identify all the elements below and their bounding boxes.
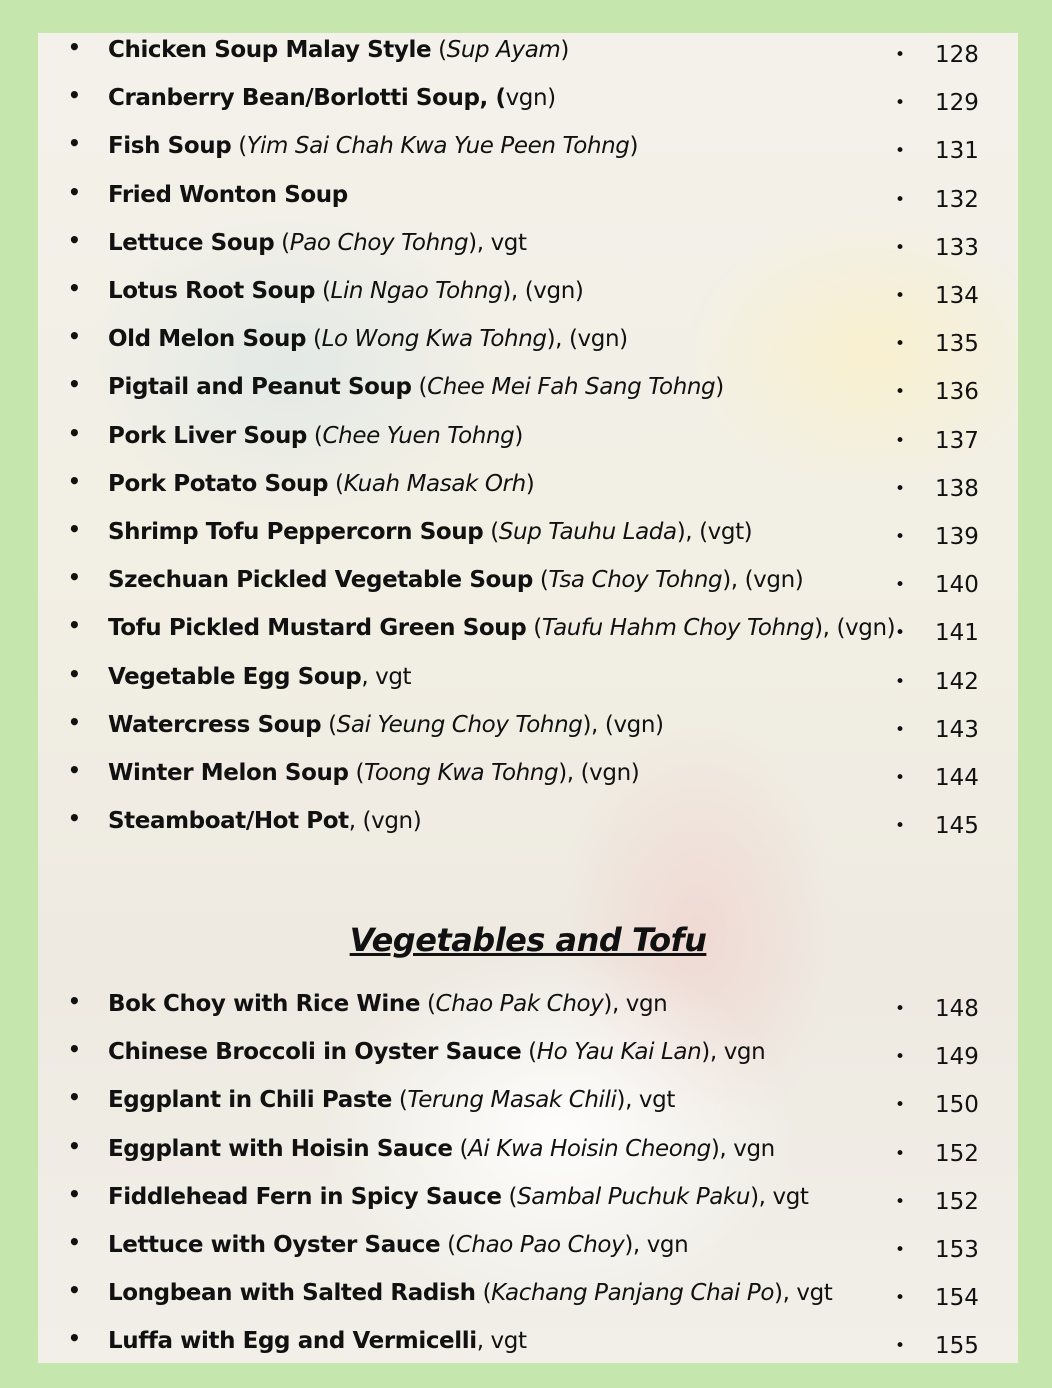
bullet-icon: • — [68, 517, 81, 541]
dish-separator: ( — [475, 1280, 492, 1307]
menu-item — [38, 35, 1018, 75]
item-number: 154 — [935, 1285, 979, 1312]
menu-item-text — [108, 808, 421, 834]
dish-name: Lettuce Soup — [108, 229, 275, 256]
dish-tag: ), vgt — [750, 1183, 809, 1210]
dish-local-name: Ai Kwa Hoisin Cheong — [468, 1135, 711, 1162]
dish-name: Vegetable Egg Soup — [108, 663, 362, 690]
bullet-icon: • — [895, 189, 906, 210]
dish-name: Luffa with Egg and Vermicelli — [108, 1328, 477, 1355]
menu-item-text — [108, 1232, 688, 1258]
item-number: 142 — [935, 668, 979, 695]
item-number: 141 — [935, 620, 979, 647]
dish-separator: ( — [521, 1039, 537, 1066]
dish-local-name: Lin Ngao Tohng — [330, 278, 503, 304]
dish-separator: ( — [431, 37, 447, 63]
dish-separator: ( — [328, 470, 344, 497]
bullet-icon: • — [68, 1085, 81, 1110]
bullet-icon: • — [895, 93, 906, 114]
dish-tag: , (vgn) — [348, 808, 422, 835]
menu-item-text — [108, 423, 523, 449]
bullet-icon: • — [68, 613, 81, 638]
dish-local-name: Chee Mei Fah Sang Tohng — [427, 374, 716, 401]
bullet-icon: • — [68, 1230, 81, 1254]
bullet-icon: • — [895, 1240, 906, 1260]
menu-item — [38, 131, 1018, 171]
dish-separator: ( — [526, 615, 542, 642]
dish-name: Chinese Broccoli in Oyster Sauce — [108, 1039, 522, 1066]
menu-item — [38, 806, 1018, 846]
dish-separator: ( — [306, 326, 322, 353]
bullet-icon: • — [895, 719, 906, 740]
item-number: 131 — [935, 138, 979, 165]
menu-item — [38, 324, 1018, 364]
menu-item-text — [108, 567, 803, 593]
bullet-icon: • — [68, 806, 81, 831]
dish-name: Winter Melon Soup — [108, 760, 349, 786]
menu-item-text — [108, 1280, 832, 1306]
menu-item-text — [108, 712, 664, 738]
bullet-icon: • — [895, 1095, 906, 1116]
bullet-icon: • — [895, 237, 906, 258]
bullet-icon: • — [895, 286, 906, 306]
dish-name: Pork Potato Soup — [108, 470, 329, 497]
section-heading: Vegetables and Tofu — [349, 921, 707, 959]
dish-tag: ), (vgn) — [814, 615, 896, 642]
dish-name: Old Melon Soup — [108, 326, 307, 353]
dish-separator: ( — [391, 1087, 408, 1114]
bullet-icon: • — [895, 768, 906, 788]
menu-item-text — [108, 471, 534, 497]
menu-item-text — [108, 1184, 809, 1210]
menu-item — [38, 180, 1018, 220]
item-number: 138 — [935, 475, 979, 502]
dish-local-name: Lo Wong Kwa Tohng — [321, 326, 547, 353]
dish-local-name: Yim Sai Chah Kwa Yue Peen Tohng — [246, 133, 630, 160]
menu-item-text — [108, 991, 667, 1017]
dish-name: Fish Soup — [108, 133, 232, 160]
dish-separator: ( — [501, 1183, 518, 1210]
menu-item — [38, 469, 1018, 509]
dish-name: Lotus Root Soup — [108, 278, 316, 304]
bullet-icon: • — [895, 45, 906, 65]
menu-item-text — [108, 133, 638, 159]
dish-tag: ) — [514, 422, 523, 449]
bullet-icon: • — [895, 1191, 906, 1212]
item-number: 152 — [935, 1188, 979, 1215]
item-number: 137 — [935, 427, 979, 454]
dish-tag: vgn) — [505, 85, 556, 112]
dish-name: Eggplant in Chili Paste — [108, 1087, 392, 1114]
item-number: 135 — [935, 331, 979, 358]
dish-name: Lettuce with Oyster Sauce — [108, 1232, 441, 1258]
item-number: 150 — [935, 1092, 979, 1119]
dish-separator: ( — [348, 760, 365, 786]
bullet-icon: • — [68, 179, 81, 204]
dish-separator: ( — [532, 567, 549, 594]
menu-item — [38, 758, 1018, 798]
bullet-icon: • — [895, 334, 906, 355]
dish-name: Pork Liver Soup — [108, 422, 307, 449]
bullet-icon: • — [68, 1181, 81, 1206]
dish-name: Longbean with Salted Radish — [108, 1280, 476, 1307]
menu-item-text — [108, 1328, 527, 1354]
dish-local-name: Sai Yeung Choy Tohng — [336, 711, 583, 738]
dish-tag: ), (vgn) — [502, 278, 584, 304]
menu-item — [38, 276, 1018, 316]
bullet-icon: • — [895, 527, 906, 547]
dish-separator: ( — [440, 1232, 456, 1258]
bullet-icon: • — [68, 661, 81, 686]
menu-item — [38, 517, 1018, 557]
menu-item — [38, 662, 1018, 702]
dish-separator: ( — [274, 229, 290, 256]
menu-item-text — [108, 760, 639, 786]
item-number: 129 — [935, 90, 979, 117]
dish-separator: ( — [452, 1135, 469, 1162]
item-number: 136 — [935, 379, 979, 406]
dish-name: Fried Wonton Soup — [108, 181, 348, 208]
dish-local-name: Chee Yuen Tohng — [322, 422, 515, 449]
menu-item — [38, 1278, 1018, 1318]
dish-tag: ), vgt — [616, 1087, 675, 1114]
item-number: 128 — [935, 42, 979, 68]
item-number: 144 — [935, 765, 979, 791]
item-number: 153 — [935, 1237, 979, 1263]
dish-separator: ( — [307, 422, 323, 449]
dish-tag: ), vgt — [774, 1280, 833, 1307]
item-number: 149 — [935, 1044, 979, 1071]
dish-local-name: Chao Pao Choy — [455, 1232, 625, 1258]
menu-item-text — [108, 519, 752, 545]
dish-tag: ), (vgt) — [676, 519, 753, 545]
dish-name: Szechuan Pickled Vegetable Soup — [108, 567, 533, 594]
menu-item — [38, 710, 1018, 750]
bullet-icon: • — [895, 623, 906, 644]
menu-item — [38, 613, 1018, 653]
bullet-icon: • — [895, 430, 906, 451]
dish-local-name: Sup Tauhu Lada — [498, 519, 677, 545]
dish-name: Fiddlehead Fern in Spicy Sauce — [108, 1183, 502, 1210]
item-number: 152 — [935, 1140, 979, 1167]
dish-name: Chicken Soup Malay Style — [108, 37, 432, 63]
item-number: 132 — [935, 186, 979, 213]
bullet-icon: • — [68, 35, 81, 59]
bullet-icon: • — [68, 758, 81, 782]
dish-tag: ) — [560, 37, 569, 63]
menu-item — [38, 565, 1018, 605]
bullet-icon: • — [895, 816, 906, 837]
item-number: 134 — [935, 283, 979, 309]
dish-tag: ), vgt — [468, 229, 527, 256]
menu-page — [38, 33, 1018, 1363]
dish-separator: ( — [315, 278, 331, 304]
dish-tag: ), (vgn) — [558, 760, 640, 786]
bullet-icon: • — [68, 420, 81, 445]
dish-separator: ( — [231, 133, 247, 160]
dish-local-name: Tsa Choy Tohng — [548, 567, 723, 594]
bullet-icon: • — [895, 1288, 906, 1309]
bullet-icon: • — [895, 999, 906, 1019]
dish-separator: ( — [420, 991, 436, 1017]
menu-item — [38, 989, 1018, 1029]
dish-local-name: Toong Kwa Tohng — [364, 760, 559, 786]
menu-item-text — [108, 85, 556, 111]
bullet-icon: • — [68, 131, 81, 156]
menu-item-text — [108, 37, 569, 63]
dish-name: Cranberry Bean/Borlotti Soup, ( — [108, 85, 506, 112]
bullet-icon: • — [68, 1133, 81, 1158]
dish-tag: ), vgn — [624, 1232, 689, 1258]
dish-tag: , vgt — [361, 663, 412, 690]
dish-tag: ) — [525, 470, 535, 497]
menu-item — [38, 421, 1018, 461]
menu-item-text — [108, 182, 348, 208]
dish-name: Pigtail and Peanut Soup — [108, 374, 412, 401]
dish-local-name: Taufu Hahm Choy Tohng — [541, 615, 815, 642]
dish-separator: ( — [483, 519, 499, 545]
dish-name: Bok Choy with Rice Wine — [108, 991, 421, 1017]
bullet-icon: • — [895, 671, 906, 692]
dish-tag: ), (vgn) — [546, 326, 628, 353]
dish-tag: ), (vgn) — [582, 711, 664, 738]
dish-local-name: Chao Pak Choy — [435, 991, 604, 1017]
dish-name: Tofu Pickled Mustard Green Soup — [108, 615, 527, 642]
menu-item-text — [108, 326, 628, 352]
menu-item — [38, 1037, 1018, 1077]
menu-item-text — [108, 374, 724, 400]
dish-name: Shrimp Tofu Peppercorn Soup — [108, 519, 484, 545]
dish-separator: ( — [321, 711, 337, 738]
dish-tag: ) — [715, 374, 724, 401]
dish-local-name: Sambal Puchuk Paku — [517, 1183, 751, 1210]
menu-item — [38, 1182, 1018, 1222]
dish-name: Watercress Soup — [108, 711, 322, 738]
menu-item — [38, 228, 1018, 268]
menu-item-text — [108, 278, 583, 304]
bullet-icon: • — [68, 83, 81, 108]
menu-item — [38, 83, 1018, 123]
dish-name: Steamboat/Hot Pot — [108, 808, 349, 835]
dish-tag: , vgt — [476, 1328, 527, 1355]
menu-item-text — [108, 615, 895, 641]
menu-item-text — [108, 1039, 765, 1065]
bullet-icon: • — [68, 372, 81, 397]
item-number: 133 — [935, 234, 979, 261]
bullet-icon: • — [68, 709, 81, 734]
menu-item — [38, 372, 1018, 412]
item-number: 145 — [935, 813, 979, 840]
bullet-icon: • — [895, 382, 906, 403]
menu-item — [38, 1230, 1018, 1270]
bullet-icon: • — [68, 276, 81, 300]
dish-tag: ), vgn — [701, 1039, 766, 1066]
dish-name: Eggplant with Hoisin Sauce — [108, 1135, 453, 1162]
bullet-icon: • — [68, 989, 81, 1013]
dish-tag: ), vgn — [710, 1135, 775, 1162]
item-number: 155 — [935, 1333, 979, 1360]
item-number: 143 — [935, 716, 979, 743]
dish-separator: ( — [411, 374, 428, 401]
bullet-icon: • — [895, 1336, 906, 1357]
bullet-icon: • — [895, 1143, 906, 1164]
dish-local-name: Kachang Panjang Chai Po — [491, 1280, 774, 1307]
bullet-icon: • — [68, 468, 81, 493]
bullet-icon: • — [68, 565, 81, 590]
menu-item-text — [108, 230, 527, 256]
bullet-icon: • — [68, 1037, 81, 1062]
dish-local-name: Kuah Masak Orh — [343, 470, 526, 497]
menu-item-text — [108, 1136, 775, 1162]
bullet-icon: • — [895, 141, 906, 162]
menu-item — [38, 1134, 1018, 1174]
bullet-icon: • — [68, 227, 81, 252]
bullet-icon: • — [68, 324, 81, 349]
bullet-icon: • — [68, 1326, 81, 1351]
item-number: 140 — [935, 572, 979, 599]
menu-item — [38, 1085, 1018, 1125]
dish-tag: ), vgn — [603, 991, 668, 1017]
menu-item — [38, 1326, 1018, 1363]
bullet-icon: • — [895, 478, 906, 499]
dish-local-name: Sup Ayam — [446, 37, 561, 63]
dish-tag: ) — [629, 133, 639, 160]
menu-item-text — [108, 1087, 675, 1113]
bullet-icon: • — [68, 1278, 81, 1303]
item-number: 139 — [935, 524, 979, 550]
item-number: 148 — [935, 996, 979, 1022]
bullet-icon: • — [895, 1047, 906, 1068]
bullet-icon: • — [895, 575, 906, 596]
dish-local-name: Ho Yau Kai Lan — [536, 1039, 702, 1066]
dish-local-name: Pao Choy Tohng — [289, 229, 469, 256]
dish-tag: ), (vgn) — [722, 567, 804, 594]
menu-item-text — [108, 664, 411, 690]
dish-local-name: Terung Masak Chili — [407, 1087, 617, 1114]
